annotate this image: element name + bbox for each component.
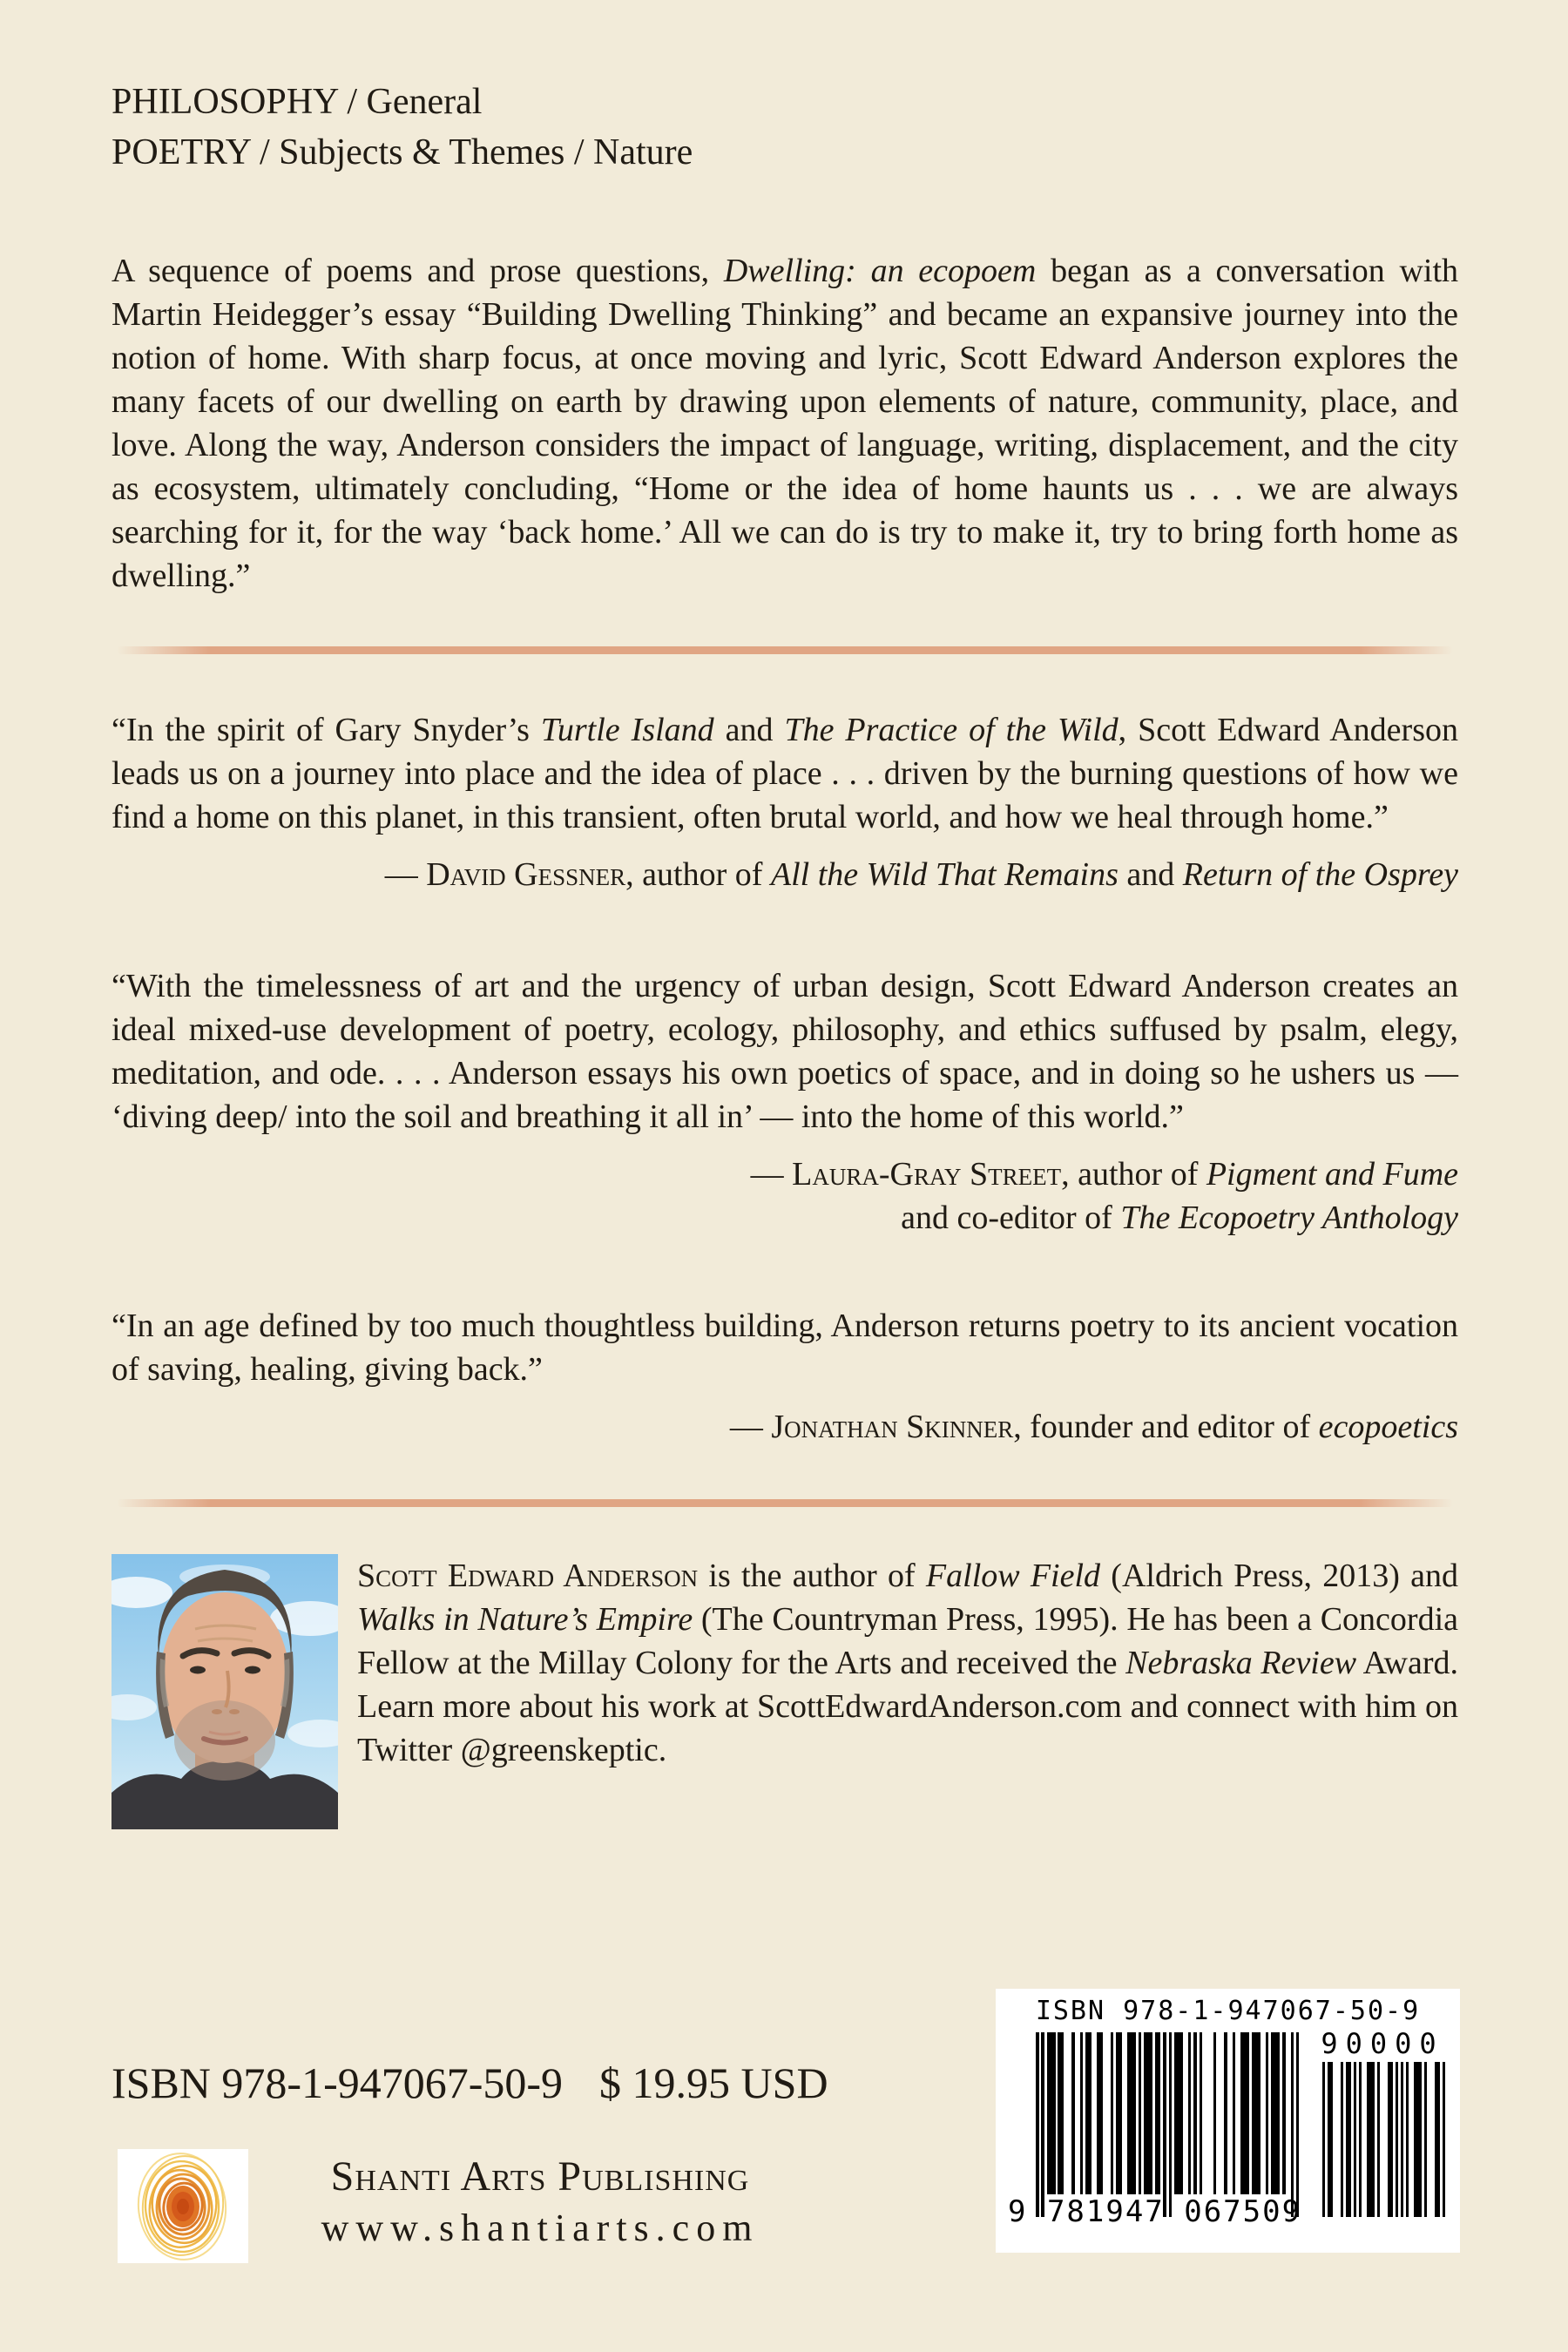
author-photo (112, 1554, 338, 1829)
publisher-name: Shanti Arts Publishing (330, 2153, 750, 2200)
blurb-quote-skinner: “In an age defined by too much thoughtless building, Anderson returns poetry to its ancient vocation of saving, healing, giving back.” (112, 1308, 1458, 1388)
ean13-barcode (1036, 2032, 1299, 2217)
blurb-attribution-street: — Laura-Gray Street, author of Pigment and Fume and co-editor of The Ecopoetry Anthology (750, 1156, 1458, 1236)
barcode-panel (996, 1989, 1460, 2253)
category-line-philosophy: PHILOSOPHY / General (112, 82, 483, 122)
publisher-logo-sun-icon (118, 2149, 248, 2263)
barcode-isbn-header: ISBN 978-1-947067-50-9 (1035, 1996, 1421, 2026)
isbn-text: ISBN 978-1-947067-50-9 (112, 2058, 564, 2107)
section-divider-top (117, 646, 1453, 654)
author-bio-text: Scott Edward Anderson is the author of Fallow Field (Aldrich Press, 2013) and Walks in Nature’s Empire (The Countryman Press, 1995). He has been a Concordia Fellow at the Millay Colony for the Arts and received the Nebraska Review Award. Learn more about his work at ScottEdwardAnderson.com and connect with him on Twitter @greenskeptic. (357, 1558, 1459, 1768)
blurb-quote-street: “With the timelessness of art and the urgency of urban design, Scott Edward Anderson creates an ideal mixed-use development of poetry, ecology, philosophy, and ethics suffused by psalm, elegy, meditation, and ode. . . . Anderson essays his own poetics of space, and in doing so he ushers us — ‘diving deep/ into the soil and breathing it all in’ — into the home of this world.” (112, 968, 1458, 1135)
book-description: A sequence of poems and prose questions, Dwelling: an ecopoem began as a conversation with Martin Heidegger’s essay “Building Dwelling Thinking” and became an expansive journey into the notion of home. With sharp focus, at once moving and lyric, Scott Edward Anderson explores the many facets of our dwelling on earth by drawing upon elements of nature, community, place, and love. Along the way, Anderson considers the impact of language, writing, displacement, and the city as ecosystem, ultimately concluding, “Home or the idea of home haunts us . . . we are always searching for it, for the way ‘back home.’ All we can do is try to make it, try to bring forth home as dwelling.” (112, 253, 1459, 594)
isbn-price-line (112, 2058, 828, 2108)
blurb-attribution-skinner: — Jonathan Skinner, founder and editor of ecopoetics (729, 1409, 1458, 1445)
ean5-addon-barcode (1320, 2062, 1445, 2217)
category-block (112, 77, 1458, 178)
barcode-digits: 9 781947 067509 (1008, 2194, 1302, 2229)
publisher-block (287, 2153, 793, 2251)
author-bio-section (112, 1554, 1458, 1829)
price-text: $ 19.95 USD (599, 2058, 828, 2107)
blurb-attribution-gessner: — David Gessner, author of All the Wild That Remains and Return of the Osprey (384, 856, 1458, 893)
barcode-addon-label: 90000 (1321, 2027, 1444, 2060)
blurb-quote-gessner: “In the spirit of Gary Snyder’s Turtle Island and The Practice of the Wild, Scott Edward Anderson leads us on a journey into place and the idea of place . . . driven by the burning questions of how we find a home on this planet, in this transient, often brutal world, and how we heal through home.” (112, 712, 1458, 835)
section-divider-bottom (117, 1499, 1453, 1507)
publisher-website: www.shantiarts.com (321, 2207, 760, 2249)
category-line-poetry: POETRY / Subjects & Themes / Nature (112, 132, 693, 172)
cover-content-column (112, 0, 1458, 1829)
